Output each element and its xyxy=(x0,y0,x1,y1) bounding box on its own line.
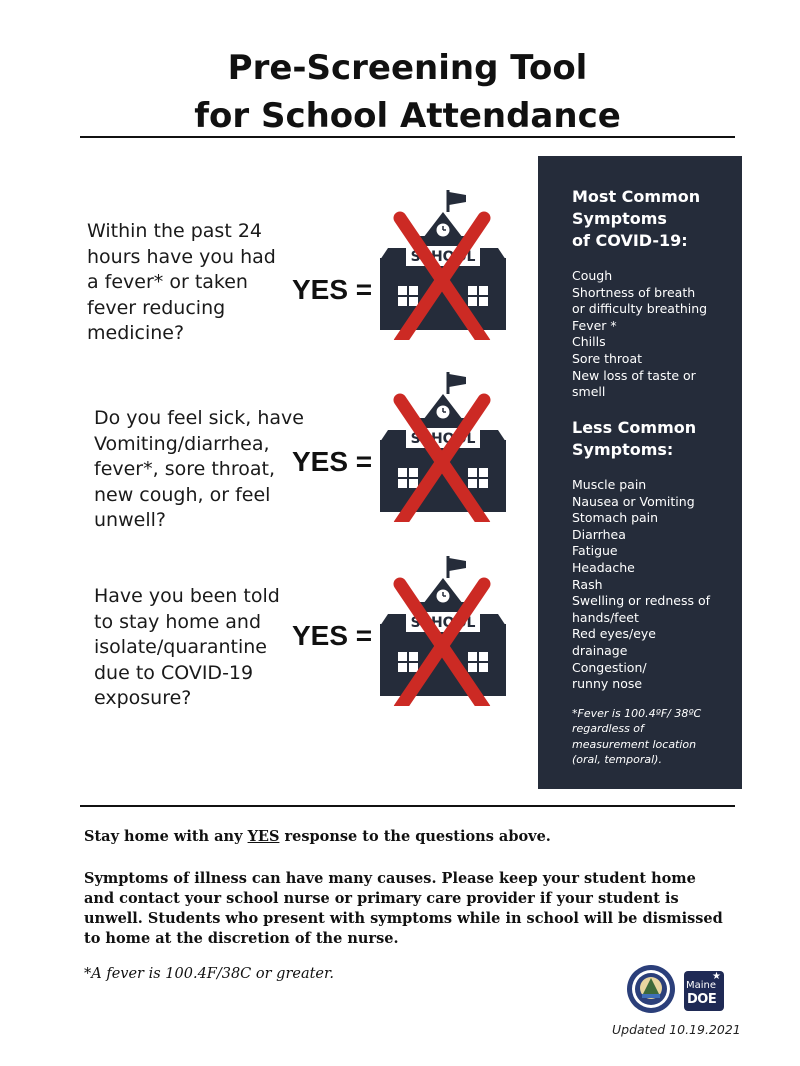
stay-home-suffix: response to the questions above. xyxy=(279,828,551,845)
answer-yes-1: YES = xyxy=(292,274,373,305)
doe-logo-doe: DOE xyxy=(687,992,717,1007)
question-1: Within the past 24 hours have you had a fever* or taken fever reducing medicine? xyxy=(87,220,276,344)
school-sign: SCHOOL xyxy=(410,615,476,631)
symptom-item: New loss of taste or smell xyxy=(572,367,696,400)
symptom-item: Fever * xyxy=(572,317,617,333)
symptom-item: Diarrhea xyxy=(572,526,626,542)
stay-home-prefix: Stay home with any xyxy=(84,828,248,845)
symptom-item: Sore throat xyxy=(572,350,643,366)
answer-yes-2: YES = xyxy=(292,446,373,477)
school-sign: SCHOOL xyxy=(410,249,476,265)
fever-note: *Fever is 100.4ºF/ 38ºC regardless of measurement location (oral, temporal). xyxy=(572,707,702,767)
symptom-item: Swelling or redness of hands/feet xyxy=(572,593,711,625)
star-icon: ★ xyxy=(712,971,721,982)
answer-yes-3: YES = xyxy=(292,620,373,651)
doe-logo-maine: Maine xyxy=(686,980,717,991)
stay-home-yes: YES xyxy=(247,828,280,845)
stay-home-instruction xyxy=(84,827,724,847)
illness-paragraph: Symptoms of illness can have many causes. Please keep your student home and contact your school nurse or primary care provider if your student is unwell. Students who present with symptoms while in school will be dismissed to home at the discretion of the nurse. xyxy=(84,870,723,947)
maine-doe-logo xyxy=(684,971,724,1011)
updated-date: Updated 10.19.2021 xyxy=(612,1022,741,1037)
less-common-list xyxy=(572,477,740,693)
symptoms-panel xyxy=(538,156,742,789)
symptom-item: Red eyes/eye drainage xyxy=(572,626,657,658)
title-line-2: for School Attendance xyxy=(194,96,621,136)
symptom-item: Stomach pain xyxy=(572,510,659,526)
symptom-item: Cough xyxy=(572,268,613,283)
school-crossed-out-icon xyxy=(378,190,508,340)
school-sign: SCHOOL xyxy=(410,431,476,447)
fever-footnote: *A fever is 100.4F/38C or greater. xyxy=(84,966,334,982)
symptom-item: Muscle pain xyxy=(572,477,647,492)
symptom-item: Shortness of breath or difficulty breathing xyxy=(572,284,708,317)
most-common-heading: Most Common Symptoms of COVID-19: xyxy=(572,187,701,250)
symptom-item: Nausea or Vomiting xyxy=(572,493,695,509)
symptom-item: Fatigue xyxy=(572,543,618,559)
symptom-item: Chills xyxy=(572,334,606,350)
title-line-1: Pre-Screening Tool xyxy=(227,48,588,88)
most-common-list xyxy=(572,268,740,401)
symptom-item: Headache xyxy=(572,559,635,575)
bottom-divider xyxy=(80,805,735,807)
page-title xyxy=(80,44,735,140)
question-3: Have you been told to stay home and isolate/quarantine due to COVID-19 exposure? xyxy=(94,585,280,709)
school-crossed-out-icon xyxy=(378,372,508,522)
less-common-heading: Less Common Symptoms: xyxy=(572,418,697,459)
question-2: Do you feel sick, have Vomiting/diarrhea, fever*, sore throat, new cough, or feel unwell? xyxy=(94,407,304,531)
school-crossed-out-icon xyxy=(378,556,508,706)
top-divider xyxy=(80,136,735,138)
state-seal-icon xyxy=(626,964,676,1014)
symptom-item: Rash xyxy=(572,576,603,592)
symptom-item: Congestion/ runny nose xyxy=(572,659,647,692)
